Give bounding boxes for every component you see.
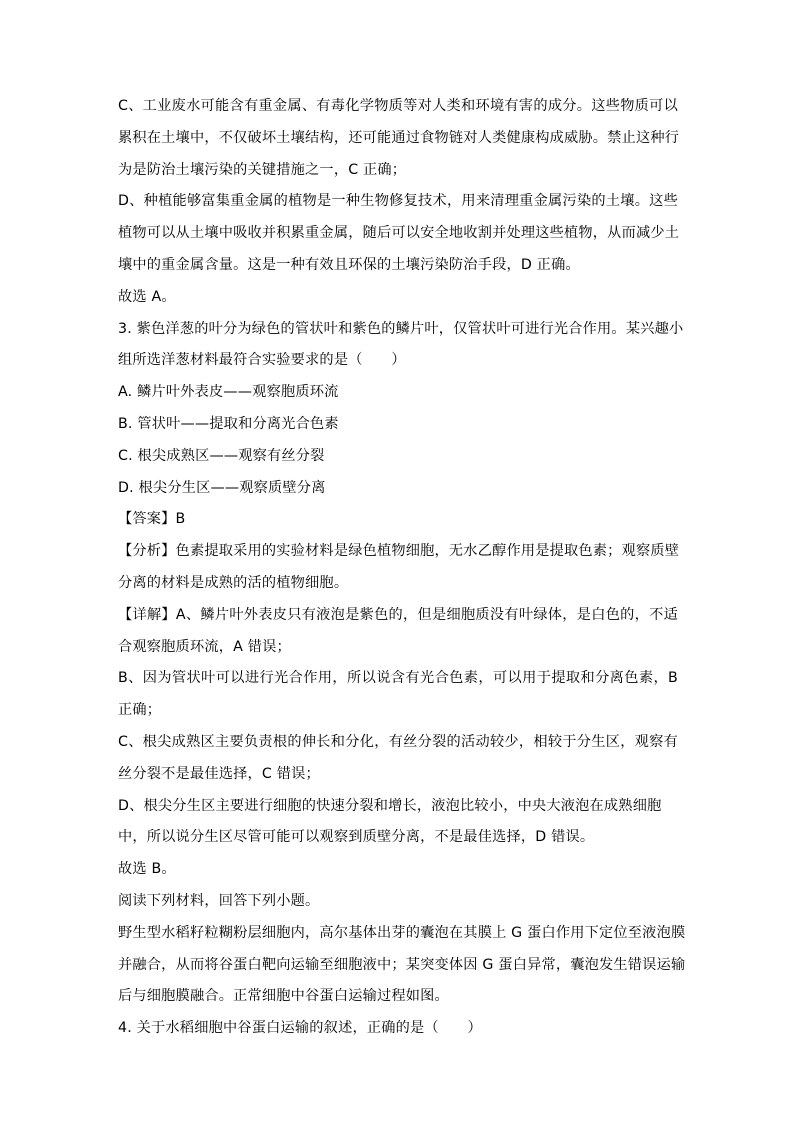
question-4-stem: 4. 关于水稻细胞中谷蛋白运输的叙述，正确的是（ ） [118, 1020, 482, 1037]
answer-line: 【答案】B [118, 511, 186, 528]
analysis-line: 【分析】色素提取采用的实验材料是绿色植物细胞，无水乙醇作用是提取色素；观察质壁 [118, 543, 680, 560]
text-line: D、种植能够富集重金属的植物是一种生物修复技术，用来清理重金属污染的土壤。这些 [118, 193, 678, 210]
document-body [118, 98, 686, 1052]
text-line: 壤中的重金属含量。这是一种有效且环保的土壤污染防治手段，D 正确。 [118, 256, 580, 273]
option-a: A. 鳞片叶外表皮——观察胞质环流 [118, 384, 339, 401]
text-line: 累积在土壤中，不仅破坏土壤结构，还可能通过食物链对人类健康构成威胁。禁止这种行 [118, 129, 680, 146]
material-line: 野生型水稻籽粒糊粉层细胞内，高尔基体出芽的囊泡在其膜上 G 蛋白作用下定位至液泡膜 [118, 924, 686, 941]
text-line: C、工业废水可能含有重金属、有毒化学物质等对人类和环境有害的成分。这些物质可以 [118, 98, 678, 114]
question-3-stem: 3. 紫色洋葱的叶分为绿色的管状叶和紫色的鳞片叶，仅管状叶可进行光合作用。某兴趣小 [118, 320, 684, 337]
material-line: 后与细胞膜融合。正常细胞中谷蛋白运输过程如图。 [118, 988, 449, 1005]
option-b: B. 管状叶——提取和分离光合色素 [118, 415, 339, 432]
explanation-line: 【详解】A、鳞片叶外表皮只有液泡是紫色的，但是细胞质没有叶绿体，是白色的，不适 [118, 606, 678, 623]
option-c: C. 根尖成熟区——观察有丝分裂 [118, 447, 325, 464]
explanation-line: 中，所以说分生区尽管可能可以观察到质壁分离，不是最佳选择，D 错误。 [118, 829, 595, 846]
text-line: 植物可以从土壤中吸收并积累重金属，随后可以安全地收割并处理这些植物，从而减少土 [118, 225, 680, 242]
explanation-line: 合观察胞质环流，A 错误； [118, 638, 291, 655]
explanation-line: 丝分裂不是最佳选择，C 错误； [118, 765, 320, 782]
text-line: 阅读下列材料，回答下列小题。 [118, 892, 320, 909]
analysis-line: 分离的材料是成熟的活的植物细胞。 [118, 574, 349, 591]
explanation-line: D、根尖分生区主要进行细胞的快速分裂和增长，液泡比较小，中央大液泡在成熟细胞 [118, 797, 662, 814]
explanation-line: B、因为管状叶可以进行光合作用，所以说含有光合色素，可以用于提取和分离色素，B [118, 670, 678, 687]
option-d: D. 根尖分生区——观察质壁分离 [118, 479, 326, 496]
text-line: 故选 B。 [118, 861, 176, 878]
explanation-line: 正确； [118, 702, 162, 719]
material-line: 并融合，从而将谷蛋白靶向运输至细胞液中；某突变体因 G 蛋白异常，囊泡发生错误运输 [118, 956, 686, 973]
text-line: 为是防治土壤污染的关键措施之一，C 正确； [118, 161, 407, 178]
question-3-stem: 组所选洋葱材料最符合实验要求的是（ ） [118, 352, 406, 369]
text-line: 故选 A。 [118, 288, 176, 305]
explanation-line: C、根尖成熟区主要负责根的伸长和分化，有丝分裂的活动较少，相较于分生区，观察有 [118, 733, 678, 750]
